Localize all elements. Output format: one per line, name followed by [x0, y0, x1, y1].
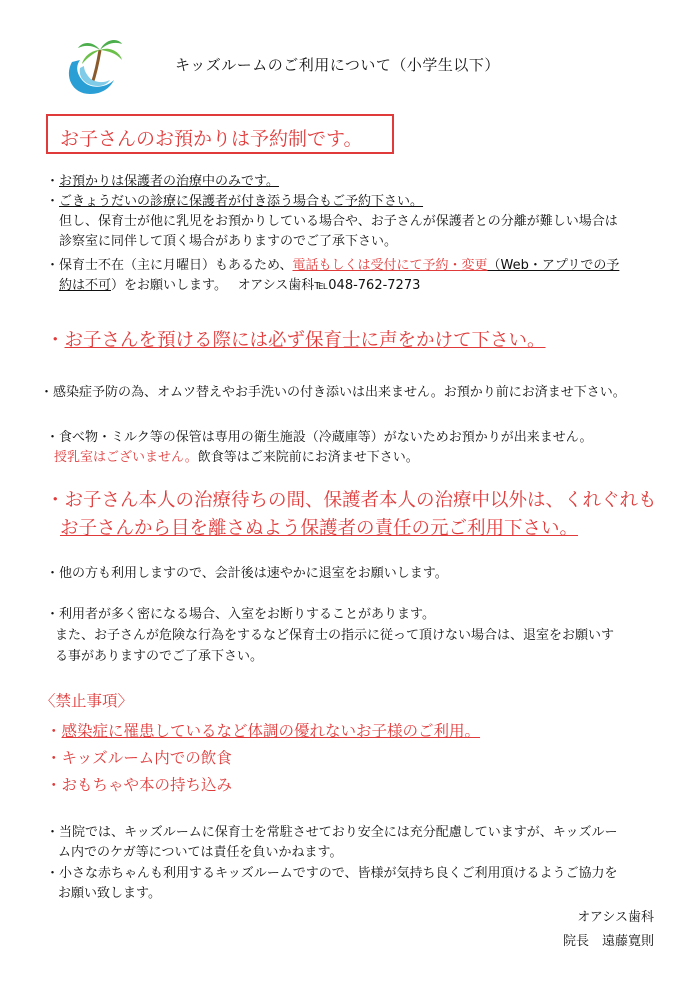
paragraph-line: ・他の方も利用しますので、会計後は速やかに退室をお願いします。	[46, 566, 448, 581]
paragraph-line: ・利用者が多く密になる場合、入室をお断りすることがあります。	[46, 607, 435, 622]
reservation-method-text: 電話もしくは受付にて予約・変更	[292, 258, 488, 273]
phone-text: ）をお願いします。 オアシス歯科℡048-762-7273	[111, 278, 421, 293]
paragraph-line: ・小さな赤ちゃんも利用するキッズルームですので、皆様が気持ち良くご利用頂けるようご協力を	[46, 866, 618, 881]
item-text: 飲食等はご来院前にお済ませ下さい。	[197, 450, 419, 465]
prohibited-heading: 〈禁止事項〉	[40, 692, 134, 710]
item-text: 感染症に罹患しているなど体調の優れないお子様のご利用。	[61, 722, 481, 740]
prohibited-item	[46, 774, 232, 796]
paragraph-line: ・当院では、キッズルームに保育士を常駐させており安全には充分配慮していますが、キッズルー	[46, 825, 618, 840]
list-item	[46, 192, 423, 212]
paragraph-line: お願い致します。	[58, 886, 161, 901]
notice-box	[46, 114, 394, 154]
list-item	[46, 172, 279, 192]
item-text: キッズルーム内での飲食	[61, 749, 232, 767]
paragraph-line: ム内でのケガ等については責任を負いかねます。	[58, 845, 343, 860]
notice-heading	[46, 328, 546, 353]
bullet: ・	[46, 258, 60, 273]
list-item	[46, 256, 619, 276]
page-title: キッズルームのご利用について（小学生以下）	[175, 56, 500, 74]
wave-icon	[69, 60, 114, 94]
bullet: ・	[46, 174, 60, 189]
item-text: 保育士不在（主に月曜日）もあるため、	[59, 258, 293, 273]
notice-text: お子さん本人の治療待ちの間、保護者本人の治療中以外は、くれぐれも	[64, 490, 657, 511]
paragraph-line: ・食べ物・ミルク等の保管は専用の衛生施設（冷蔵庫等）がないためお預かりが出来ません。	[46, 430, 593, 445]
item-text: おもちゃや本の持ち込み	[61, 776, 233, 794]
clinic-logo	[62, 32, 128, 98]
item-text: （Web・アプリでの予	[487, 258, 620, 273]
bullet: ・	[46, 194, 60, 209]
director-name: 院長 遠藤寛則	[562, 934, 654, 949]
notice-heading-line2	[60, 516, 578, 541]
bullet: ・	[46, 776, 62, 794]
bullet: ・	[46, 749, 62, 767]
paragraph-line: 但し、保育士が他に乳児をお預かりしている場合や、お子さんが保護者との分離が難しい場合は	[59, 214, 618, 229]
paragraph-line: る事がありますのでご了承下さい。	[55, 649, 264, 664]
paragraph-line: ・感染症予防の為、オムツ替えやお手洗いの付き添いは出来ません。お預かり前にお済ませ下さい。	[40, 385, 626, 400]
item-text: ごきょうだいの診療に保護者が付き添う場合もご予約下さい。	[59, 194, 424, 209]
paragraph-line	[59, 276, 420, 296]
prohibited-item	[46, 747, 232, 769]
notice-heading	[46, 488, 657, 513]
paragraph-line: また、お子さんが危険な行為をするなど保育士の指示に従って頂けない場合は、退室をお願いす	[55, 628, 615, 643]
notice-text: お子さんを預ける際には必ず保育士に声をかけて下さい。	[64, 330, 546, 351]
notice-box-text: お子さんのお預かりは予約制です。	[60, 128, 363, 150]
bullet: ・	[46, 330, 65, 351]
no-nursing-room-text: 授乳室はございません。	[54, 450, 198, 465]
item-text: 約は不可	[59, 278, 112, 293]
paragraph-line: 診察室に同伴して頂く場合がありますのでご了承下さい。	[59, 234, 398, 249]
paragraph-line	[54, 448, 419, 468]
notice-text: お子さんから目を離さぬよう保護者の責任の元ご利用下さい。	[60, 518, 579, 539]
clinic-name: オアシス歯科	[577, 910, 654, 925]
prohibited-item	[46, 720, 480, 742]
bullet: ・	[46, 490, 65, 511]
bullet: ・	[46, 722, 62, 740]
item-text: お預かりは保護者の治療中のみです。	[59, 174, 279, 189]
